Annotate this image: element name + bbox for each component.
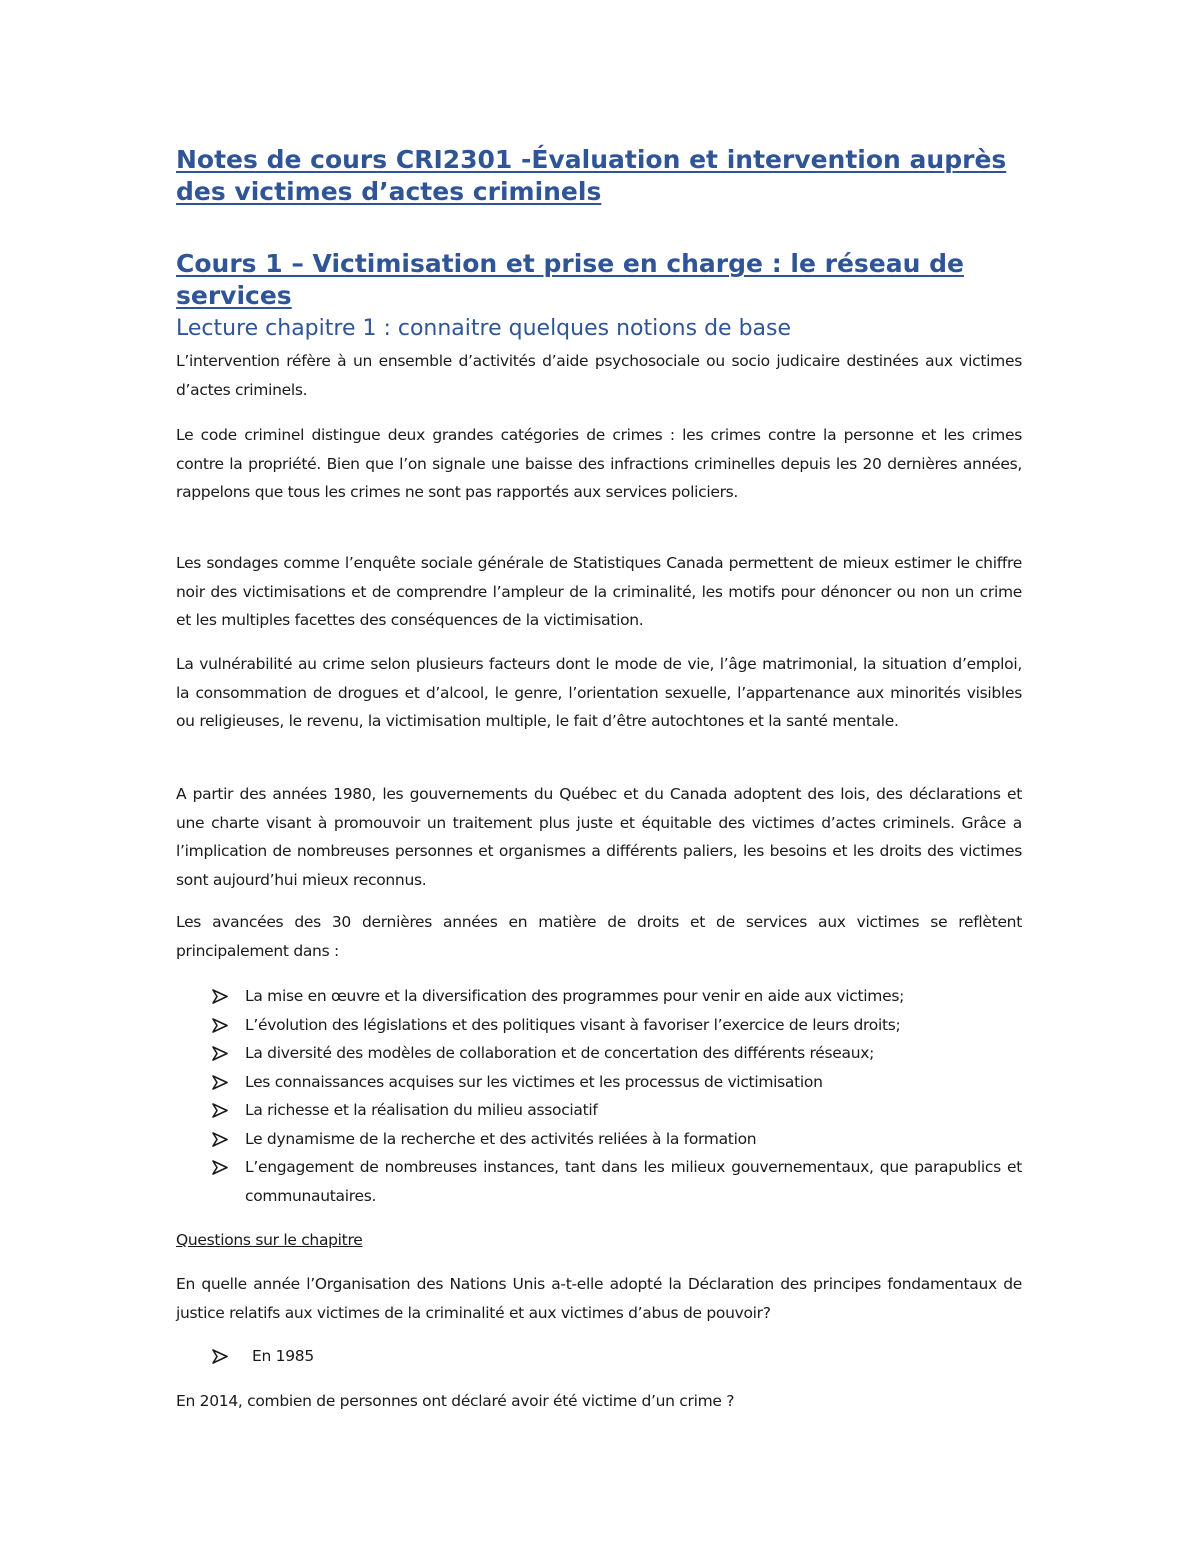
list-item (212, 1153, 1022, 1210)
paragraph-avancees: Les avancées des 30 dernières années en matière de droits et de services aux victimes se reflètent principalement dans : (176, 913, 1022, 960)
paragraph-vulnerabilite: La vulnérabilité au crime selon plusieurs facteurs dont le mode de vie, l’âge matrimonial, la situation d’emploi, la consommation de drogues et d’alcool, le genre, l’orientation sexuelle, l’appartenance aux minorités visibles ou religieuses, le revenu, la victimisation multiple, le fait d’être autochtones et la santé mentale. (176, 655, 1022, 730)
paragraph-intervention: L’intervention réfère à un ensemble d’activités d’aide psychosociale ou socio judicaire destinées aux victimes d’actes criminels. (176, 352, 1022, 399)
arrowhead-bullet-icon (212, 1349, 228, 1364)
document-title: Notes de cours CRI2301 -Évaluation et intervention auprès des victimes d’actes criminels (176, 145, 1007, 206)
arrowhead-bullet-icon (212, 1018, 228, 1033)
advances-bullet-list (212, 982, 1022, 1210)
bullet-text: L’engagement de nombreuses instances, tant dans les milieux gouvernementaux, que parapublics et communautaires. (245, 1158, 1022, 1205)
bullet-text: L’évolution des législations et des politiques visant à favoriser l’exercice de leurs droits; (245, 1015, 901, 1034)
list-item (212, 1068, 1022, 1097)
course-heading: Cours 1 – Victimisation et prise en charge : le réseau de services (176, 249, 964, 310)
arrowhead-bullet-icon (212, 1132, 228, 1147)
answer-text: En 1985 (252, 1347, 314, 1365)
arrowhead-bullet-icon (212, 1160, 228, 1175)
chapter-heading: Lecture chapitre 1 : connaitre quelques notions de base (176, 316, 792, 341)
question-1: En quelle année l’Organisation des Nations Unis a-t-elle adopté la Déclaration des principes fondamentaux de justice relatifs aux victimes de la criminalité et aux victimes d’abus de pouvoir? (176, 1275, 1022, 1322)
arrowhead-bullet-icon (212, 1075, 228, 1090)
bullet-text: La diversité des modèles de collaboration et de concertation des différents réseaux; (245, 1044, 875, 1062)
bullet-text: La richesse et la réalisation du milieu associatif (245, 1101, 598, 1119)
arrowhead-bullet-icon (212, 1103, 228, 1118)
list-item (212, 1125, 1022, 1154)
bullet-text: La mise en œuvre et la diversification des programmes pour venir en aide aux victimes; (245, 987, 905, 1005)
list-item (212, 1342, 1022, 1371)
answer-list (212, 1342, 1022, 1371)
paragraph-sondages: Les sondages comme l’enquête sociale générale de Statistiques Canada permettent de mieux estimer le chiffre noir des victimisations et de comprendre l’ampleur de la criminalité, les motifs pour dénoncer ou non un crime et les multiples facettes des conséquences de la victimisation. (176, 554, 1022, 629)
bullet-text: Le dynamisme de la recherche et des activités reliées à la formation (245, 1129, 757, 1148)
list-item (212, 982, 1022, 1011)
list-item (212, 1039, 1022, 1068)
question-2: En 2014, combien de personnes ont déclaré avoir été victime d’un crime ? (176, 1392, 735, 1410)
paragraph-annees-1980: A partir des années 1980, les gouvernements du Québec et du Canada adoptent des lois, des déclarations et une charte visant à promouvoir un traitement plus juste et équitable des victimes d’actes criminels. Grâce a l’implication de nombreuses personnes et organismes a différents paliers, les besoins et les droits des victimes sont aujourd’hui mieux reconnus. (176, 785, 1022, 889)
paragraph-code-criminel: Le code criminel distingue deux grandes catégories de crimes : les crimes contre la personne et les crimes contre la propriété. Bien que l’on signale une baisse des infractions criminelles depuis les 20 dernières années, rappelons que tous les crimes ne sont pas rapportés aux services policiers. (176, 426, 1022, 501)
arrowhead-bullet-icon (212, 989, 228, 1004)
list-item (212, 1011, 1022, 1040)
list-item (212, 1096, 1022, 1125)
arrowhead-bullet-icon (212, 1046, 228, 1061)
questions-heading: Questions sur le chapitre (176, 1231, 363, 1249)
bullet-text: Les connaissances acquises sur les victimes et les processus de victimisation (245, 1072, 823, 1091)
